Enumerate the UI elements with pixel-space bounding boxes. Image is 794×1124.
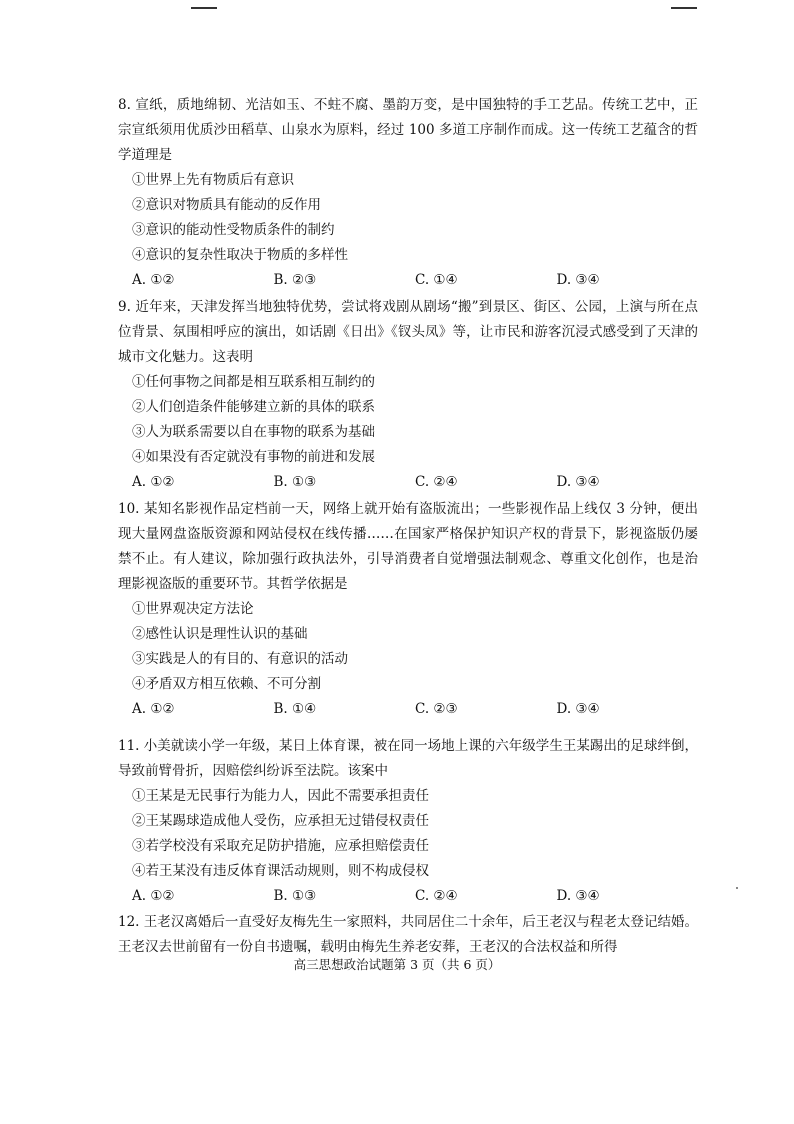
- option-1: ①任何事物之间都是相互联系相互制约的: [132, 374, 375, 390]
- choice-a: A. ①②: [132, 701, 175, 717]
- choice-b: B. ①④: [273, 701, 317, 717]
- top-margin-mark: [191, 7, 217, 9]
- choice-a: A. ①②: [132, 888, 175, 904]
- question-9: [118, 295, 698, 495]
- choice-d: D. ③④: [556, 701, 600, 717]
- question-stem: 10. 某知名影视作品定档前一天，网络上就开始有盗版流出；一些影视作品上线仅 3 分钟，便出现大量网盘盗版资源和网站侵权在线传播……在国家严格保护知识产权的背景下，影视盗版仍屡禁不止。有人建议，除加强行政执法外，引导消费者自觉增强法制观念、尊重文化创作，也是治理影视盗版的重要环节。其哲学依据是: [118, 501, 698, 592]
- answer-choices: [118, 884, 698, 909]
- option-2: ②王某踢球造成他人受伤，应承担无过错侵权责任: [132, 813, 429, 829]
- option-1: ①王某是无民事行为能力人，因此不需要承担责任: [132, 788, 429, 804]
- option-1: ①世界观决定方法论: [132, 601, 254, 617]
- question-8: [118, 93, 698, 293]
- option-1: ①世界上先有物质后有意识: [132, 172, 294, 188]
- scan-speck: [736, 887, 738, 889]
- choice-c: C. ②④: [415, 888, 458, 904]
- option-3: ③若学校没有采取充足防护措施，应承担赔偿责任: [132, 838, 429, 854]
- question-stem: 8. 宣纸，质地绵韧、光洁如玉、不蛀不腐、墨韵万变，是中国独特的手工艺品。传统工艺中，正宗宣纸须用优质沙田稻草、山泉水为原料，经过 100 多道工序制作而成。这一传统工艺蕴含的哲学道理是: [118, 97, 698, 163]
- top-margin-mark: [671, 7, 697, 9]
- page-footer: 高三思想政治试题第 3 页（共 6 页）: [293, 957, 501, 972]
- question-stem: 11. 小美就读小学一年级，某日上体育课，被在同一场地上课的六年级学生王某踢出的足球绊倒，导致前臂骨折，因赔偿纠纷诉至法院。该案中: [118, 738, 698, 779]
- question-stem: 9. 近年来，天津发挥当地独特优势，尝试将戏剧从剧场“搬”到景区、街区、公园，上演与所在点位背景、氛围相呼应的演出，如话剧《日出》《钗头凤》等，让市民和游客沉浸式感受到了天津的城市文化魅力。这表明: [118, 299, 698, 365]
- question-12: [118, 910, 698, 960]
- choice-c: C. ①④: [415, 272, 458, 288]
- choice-c: C. ②④: [415, 474, 458, 490]
- option-3: ③意识的能动性受物质条件的制约: [132, 222, 335, 238]
- option-4: ④矛盾双方相互依赖、不可分割: [132, 676, 321, 692]
- option-2: ②人们创造条件能够建立新的具体的联系: [132, 399, 375, 415]
- choice-a: A. ①②: [132, 474, 175, 490]
- answer-choices: [118, 268, 698, 293]
- choice-d: D. ③④: [556, 272, 600, 288]
- question-stem: 12. 王老汉离婚后一直受好友梅先生一家照料，共同居住二十余年，后王老汉与程老太登记结婚。王老汉去世前留有一份自书遗嘱，载明由梅先生养老安葬，王老汉的合法权益和所得: [118, 914, 698, 955]
- choice-b: B. ②③: [273, 272, 317, 288]
- option-2: ②感性认识是理性认识的基础: [132, 626, 308, 642]
- choice-a: A. ①②: [132, 272, 175, 288]
- option-4: ④意识的复杂性取决于物质的多样性: [132, 247, 348, 263]
- option-4: ④如果没有否定就没有事物的前进和发展: [132, 449, 375, 465]
- option-3: ③人为联系需要以自在事物的联系为基础: [132, 424, 375, 440]
- option-3: ③实践是人的有目的、有意识的活动: [132, 651, 348, 667]
- option-2: ②意识对物质具有能动的反作用: [132, 197, 321, 213]
- answer-choices: [118, 697, 698, 722]
- question-10: [118, 497, 698, 722]
- answer-choices: [118, 470, 698, 495]
- choice-d: D. ③④: [556, 888, 600, 904]
- option-4: ④若王某没有违反体育课活动规则，则不构成侵权: [132, 863, 429, 879]
- question-11: [118, 734, 698, 909]
- choice-b: B. ①③: [273, 888, 317, 904]
- choice-d: D. ③④: [556, 474, 600, 490]
- choice-c: C. ②③: [415, 701, 458, 717]
- choice-b: B. ①③: [273, 474, 317, 490]
